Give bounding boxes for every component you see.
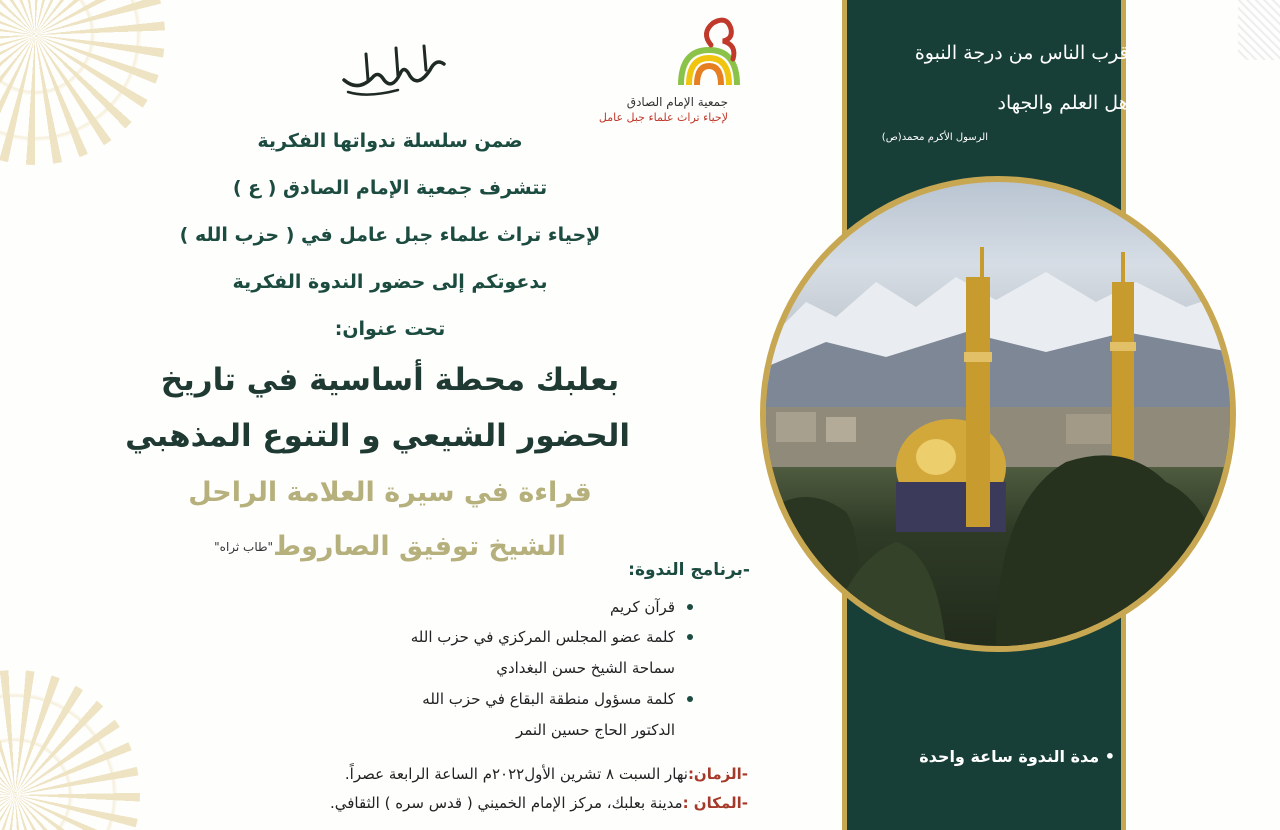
- shrine-photo-drawing: [766, 182, 1230, 646]
- intro-line-3: لإحياء تراث علماء جبل عامل في ( حزب الله ): [179, 224, 601, 246]
- honorific: "طاب ثراه": [214, 540, 274, 554]
- intro-line-5: تحت عنوان:: [334, 318, 446, 340]
- place-value: مدينة بعلبك، مركز الإمام الخميني ( قدس سره ) الثقافي.: [329, 794, 683, 812]
- seminar-subtitle-line-1: قراءة في سيرة العلامة الراحل: [188, 477, 592, 508]
- society-name: جمعية الإمام الصادق: [626, 95, 728, 109]
- program-heading: -برنامج الندوة:: [628, 560, 750, 580]
- program-item-text: قرآن كريم: [610, 598, 675, 616]
- seminar-subtitle: [170, 466, 610, 574]
- place-row: [190, 794, 748, 812]
- seminar-subtitle-line-2: [170, 520, 610, 574]
- duration-note: • مدة الندوة ساعة واحدة: [919, 747, 1115, 766]
- program-item-speaker: سماحة الشيخ حسن البغدادي: [496, 659, 675, 677]
- bullet-icon: [687, 696, 693, 702]
- quote-source: الرسول الأكرم محمد(ص): [881, 132, 988, 143]
- program-item-text: كلمة عضو المجلس المركزي في حزب الله: [410, 628, 675, 646]
- program-item: [300, 684, 695, 714]
- intro-line-1: ضمن سلسلة ندواتها الفكرية: [257, 130, 523, 152]
- quote-line-2: أهل العلم والجهاد: [997, 92, 1134, 114]
- bullet-icon: [687, 634, 693, 640]
- intro-line-2: تتشرف جمعية الإمام الصادق ( ع ): [232, 177, 548, 199]
- intro-line-4: بدعوتكم إلى حضور الندوة الفكرية: [232, 271, 548, 293]
- shrine-photo: [766, 182, 1230, 646]
- program-list: [300, 592, 695, 746]
- seminar-title-line-2: الحضور الشيعي و التنوع المذهبي: [125, 418, 630, 454]
- program-item-text: كلمة مسؤول منطقة البقاع في حزب الله: [422, 690, 675, 708]
- mandala-ornament-top-left: [0, 0, 165, 165]
- pattern-ornament-top-right: [1238, 0, 1280, 60]
- program-item-speaker: الدكتور الحاج حسين النمر: [515, 721, 675, 739]
- society-logo: [596, 15, 746, 125]
- time-value: نهار السبت ٨ تشرين الأول٢٠٢٢م الساعة الرابعة عصراً.: [344, 765, 688, 783]
- society-subtitle: لإحياء تراث علماء جبل عامل: [598, 111, 728, 124]
- program-item: [300, 622, 695, 652]
- time-label: -الزمان:: [687, 765, 748, 783]
- scholar-name: الشيخ توفيق الصاروط: [273, 531, 566, 562]
- society-logo-mark: [671, 15, 746, 90]
- bullet-icon: [687, 604, 693, 610]
- time-row: [190, 765, 748, 783]
- seminar-title: [125, 352, 630, 464]
- mandala-ornament-bottom-left: [0, 670, 140, 830]
- intro-text: [150, 118, 630, 353]
- program-item: [300, 592, 695, 622]
- seminar-title-line-1: بعلبك محطة أساسية في تاريخ: [160, 362, 620, 398]
- quote-line-1: أقرب الناس من درجة النبوة: [914, 42, 1134, 64]
- place-label: -المكان :: [682, 794, 748, 812]
- calligraphy-logo: [338, 40, 450, 98]
